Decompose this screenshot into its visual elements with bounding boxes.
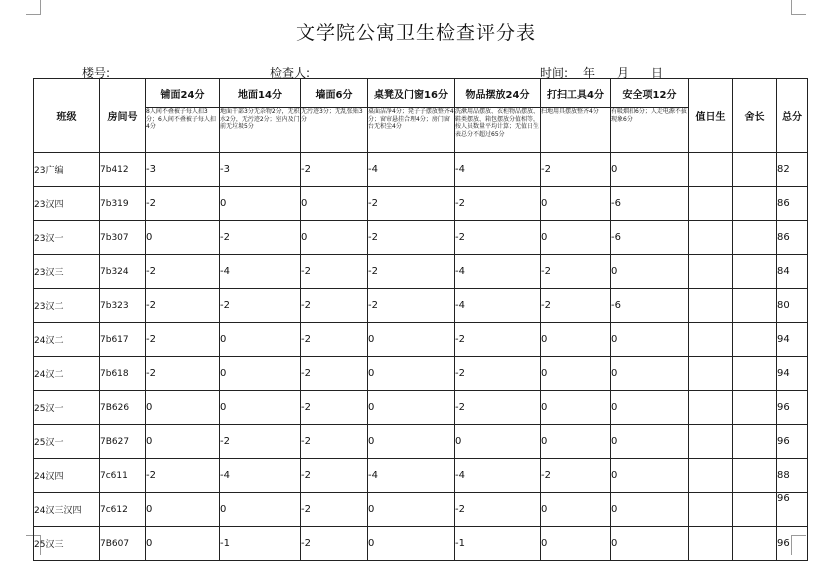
cell-leader xyxy=(733,493,777,527)
cell-tools: -2 xyxy=(541,289,611,323)
cell-desk: 0 xyxy=(368,323,455,357)
cell-bed: 0 xyxy=(146,493,220,527)
cell-wall: -2 xyxy=(301,323,368,357)
header-items: 物品摆放24分 xyxy=(455,79,541,108)
cell-room: 7c612 xyxy=(100,493,146,527)
cell-total: 88 xyxy=(777,459,808,493)
cell-class: 25汉一 xyxy=(34,391,100,425)
criteria-desk: 桌面洁净4分；凳子子摆放整齐4分；窗帘悬挂合理4分；房门窗台无积尘4分 xyxy=(368,108,455,153)
cell-safety: 0 xyxy=(611,323,689,357)
table-row xyxy=(34,527,808,561)
cell-desk: -2 xyxy=(368,187,455,221)
cell-class: 23广编 xyxy=(34,153,100,187)
cell-wall: -2 xyxy=(301,391,368,425)
cell-bed: 0 xyxy=(146,527,220,561)
cell-desk: -2 xyxy=(368,255,455,289)
cell-desk: 0 xyxy=(368,357,455,391)
time-label: 时间: xyxy=(540,66,569,80)
cell-duty xyxy=(689,425,733,459)
cell-bed: -2 xyxy=(146,357,220,391)
cell-leader xyxy=(733,527,777,561)
cell-leader xyxy=(733,425,777,459)
cell-tools: 0 xyxy=(541,527,611,561)
table-row xyxy=(34,459,808,493)
cell-class: 23汉三 xyxy=(34,255,100,289)
cell-tools: 0 xyxy=(541,391,611,425)
cell-total: 80 xyxy=(777,289,808,323)
cell-total: 84 xyxy=(777,255,808,289)
cell-duty xyxy=(689,493,733,527)
cell-total: 96 xyxy=(777,527,808,561)
cell-total: 86 xyxy=(777,187,808,221)
cell-desk: -2 xyxy=(368,221,455,255)
score-table-body xyxy=(34,153,808,561)
header-safety: 安全项12分 xyxy=(611,79,689,108)
cell-desk: 0 xyxy=(368,391,455,425)
cell-room: 7b617 xyxy=(100,323,146,357)
cell-floor: 0 xyxy=(220,187,301,221)
cell-room: 7b412 xyxy=(100,153,146,187)
cell-duty xyxy=(689,255,733,289)
header-desk: 桌凳及门窗16分 xyxy=(368,79,455,108)
cell-room: 7b618 xyxy=(100,357,146,391)
cell-wall: -2 xyxy=(301,459,368,493)
cell-desk: 0 xyxy=(368,493,455,527)
table-row xyxy=(34,153,808,187)
cell-safety: 0 xyxy=(611,255,689,289)
crop-mark xyxy=(791,14,806,15)
cell-room: 7c611 xyxy=(100,459,146,493)
cell-bed: -2 xyxy=(146,255,220,289)
cell-leader xyxy=(733,459,777,493)
cell-room: 7b319 xyxy=(100,187,146,221)
header-tools: 打扫工具4分 xyxy=(541,79,611,108)
cell-safety: 0 xyxy=(611,459,689,493)
cell-floor: -4 xyxy=(220,459,301,493)
cell-tools: -2 xyxy=(541,255,611,289)
table-row xyxy=(34,187,808,221)
cell-duty xyxy=(689,459,733,493)
cell-room: 7b323 xyxy=(100,289,146,323)
cell-safety: -6 xyxy=(611,289,689,323)
cell-bed: 0 xyxy=(146,425,220,459)
cell-duty xyxy=(689,153,733,187)
table-row xyxy=(34,221,808,255)
cell-leader xyxy=(733,221,777,255)
criteria-floor: 地面干部3分无杂物2分，无积水2分，无污迹2分；室内及门前无垃圾5分 xyxy=(220,108,301,153)
cell-items: -2 xyxy=(455,323,541,357)
cell-bed: 0 xyxy=(146,221,220,255)
criteria-wall: 无污迹3分；无乱张贴3分 xyxy=(301,108,368,153)
page-title: 文学院公寓卫生检查评分表 xyxy=(295,22,536,44)
criteria-bed: 8人间不叠被子每人扣3分；6人间不叠被子每人扣4分 xyxy=(146,108,220,153)
cell-room: 7B607 xyxy=(100,527,146,561)
month-label: 月 xyxy=(617,66,630,80)
cell-room: 7B626 xyxy=(100,391,146,425)
cell-safety: 0 xyxy=(611,425,689,459)
cell-items: -4 xyxy=(455,153,541,187)
table-row xyxy=(34,323,808,357)
cell-items: -2 xyxy=(455,391,541,425)
header-duty: 值日生 xyxy=(689,79,733,153)
crop-mark xyxy=(791,0,792,14)
cell-leader xyxy=(733,255,777,289)
cell-floor: 0 xyxy=(220,357,301,391)
cell-items: -2 xyxy=(455,187,541,221)
cell-wall: -2 xyxy=(301,493,368,527)
cell-class: 23汉四 xyxy=(34,187,100,221)
cell-class: 25汉三 xyxy=(34,527,100,561)
cell-floor: -2 xyxy=(220,425,301,459)
cell-floor: -2 xyxy=(220,289,301,323)
cell-duty xyxy=(689,357,733,391)
cell-wall: -2 xyxy=(301,153,368,187)
cell-floor: 0 xyxy=(220,323,301,357)
cell-items: -1 xyxy=(455,527,541,561)
cell-room: 7b324 xyxy=(100,255,146,289)
cell-leader xyxy=(733,391,777,425)
criteria-tools: 扫地用具摆放整齐4分 xyxy=(541,108,611,153)
cell-safety: -6 xyxy=(611,187,689,221)
cell-tools: -2 xyxy=(541,459,611,493)
cell-floor: -3 xyxy=(220,153,301,187)
criteria-safety: 有吸烟扣6分；人走电源不拔现象6分 xyxy=(611,108,689,153)
header-total: 总分 xyxy=(777,79,808,153)
cell-floor: 0 xyxy=(220,493,301,527)
table-row xyxy=(34,357,808,391)
cell-floor: 0 xyxy=(220,391,301,425)
cell-items: -2 xyxy=(455,357,541,391)
cell-safety: 0 xyxy=(611,493,689,527)
cell-wall: 0 xyxy=(301,221,368,255)
table-row xyxy=(34,425,808,459)
cell-safety: 0 xyxy=(611,357,689,391)
cell-wall: -2 xyxy=(301,255,368,289)
cell-leader xyxy=(733,323,777,357)
cell-items: -2 xyxy=(455,493,541,527)
header-wall: 墙面6分 xyxy=(301,79,368,108)
cell-class: 25汉一 xyxy=(34,425,100,459)
inspector-label: 检查人: xyxy=(270,66,311,80)
cell-items: -4 xyxy=(455,459,541,493)
table-row xyxy=(34,255,808,289)
cell-safety: -6 xyxy=(611,221,689,255)
table-row xyxy=(34,493,808,527)
cell-floor: -2 xyxy=(220,221,301,255)
cell-floor: -1 xyxy=(220,527,301,561)
cell-duty xyxy=(689,187,733,221)
cell-total: 96 xyxy=(777,425,808,459)
building-label: 楼号: xyxy=(82,66,111,80)
cell-bed: -3 xyxy=(146,153,220,187)
cell-items: 0 xyxy=(455,425,541,459)
table-row xyxy=(34,289,808,323)
crop-mark xyxy=(26,14,41,15)
cell-desk: 0 xyxy=(368,527,455,561)
cell-safety: 0 xyxy=(611,391,689,425)
cell-wall: -2 xyxy=(301,425,368,459)
cell-total: 86 xyxy=(777,221,808,255)
criteria-items: 洗漱用品摆放、衣柜物品摆放、鞋类摆放、箱包摆放分值相等，按人员数量平均计算；无值日生表总分不超过65分 xyxy=(455,108,541,153)
cell-tools: 0 xyxy=(541,357,611,391)
header-class: 班级 xyxy=(34,79,100,153)
cell-safety: 0 xyxy=(611,527,689,561)
cell-leader xyxy=(733,187,777,221)
header-bed: 铺面24分 xyxy=(146,79,220,108)
cell-leader xyxy=(733,289,777,323)
cell-items: -4 xyxy=(455,289,541,323)
header-floor: 地面14分 xyxy=(220,79,301,108)
cell-bed: -2 xyxy=(146,289,220,323)
cell-duty xyxy=(689,527,733,561)
cell-class: 24汉四 xyxy=(34,459,100,493)
cell-bed: -2 xyxy=(146,187,220,221)
cell-class: 24汉三汉四 xyxy=(34,493,100,527)
cell-room: 7b307 xyxy=(100,221,146,255)
cell-tools: 0 xyxy=(541,187,611,221)
cell-wall: -2 xyxy=(301,527,368,561)
cell-desk: -4 xyxy=(368,459,455,493)
cell-items: -4 xyxy=(455,255,541,289)
cell-tools: 0 xyxy=(541,425,611,459)
cell-tools: 0 xyxy=(541,323,611,357)
cell-items: -2 xyxy=(455,221,541,255)
crop-mark xyxy=(40,0,41,14)
cell-desk: -2 xyxy=(368,289,455,323)
cell-total: 82 xyxy=(777,153,808,187)
cell-tools: 0 xyxy=(541,493,611,527)
cell-wall: -2 xyxy=(301,357,368,391)
score-table xyxy=(33,78,808,561)
cell-total: 96 xyxy=(777,391,808,425)
cell-total: 96 xyxy=(777,493,808,527)
header-leader: 舍长 xyxy=(733,79,777,153)
cell-class: 23汉一 xyxy=(34,221,100,255)
cell-desk: -4 xyxy=(368,153,455,187)
cell-leader xyxy=(733,357,777,391)
cell-class: 24汉二 xyxy=(34,357,100,391)
cell-floor: -4 xyxy=(220,255,301,289)
cell-safety: 0 xyxy=(611,153,689,187)
cell-duty xyxy=(689,221,733,255)
cell-room: 7B627 xyxy=(100,425,146,459)
cell-duty xyxy=(689,391,733,425)
cell-tools: -2 xyxy=(541,153,611,187)
cell-desk: 0 xyxy=(368,425,455,459)
cell-bed: -2 xyxy=(146,323,220,357)
cell-tools: 0 xyxy=(541,221,611,255)
cell-duty xyxy=(689,323,733,357)
cell-total: 94 xyxy=(777,323,808,357)
table-row xyxy=(34,391,808,425)
cell-total: 94 xyxy=(777,357,808,391)
cell-wall: -2 xyxy=(301,289,368,323)
year-label: 年 xyxy=(583,66,596,80)
header-room: 房间号 xyxy=(100,79,146,153)
cell-bed: 0 xyxy=(146,391,220,425)
cell-duty xyxy=(689,289,733,323)
cell-class: 24汉二 xyxy=(34,323,100,357)
day-label: 日 xyxy=(651,66,664,80)
cell-leader xyxy=(733,153,777,187)
cell-wall: 0 xyxy=(301,187,368,221)
cell-class: 23汉二 xyxy=(34,289,100,323)
cell-bed: -2 xyxy=(146,459,220,493)
